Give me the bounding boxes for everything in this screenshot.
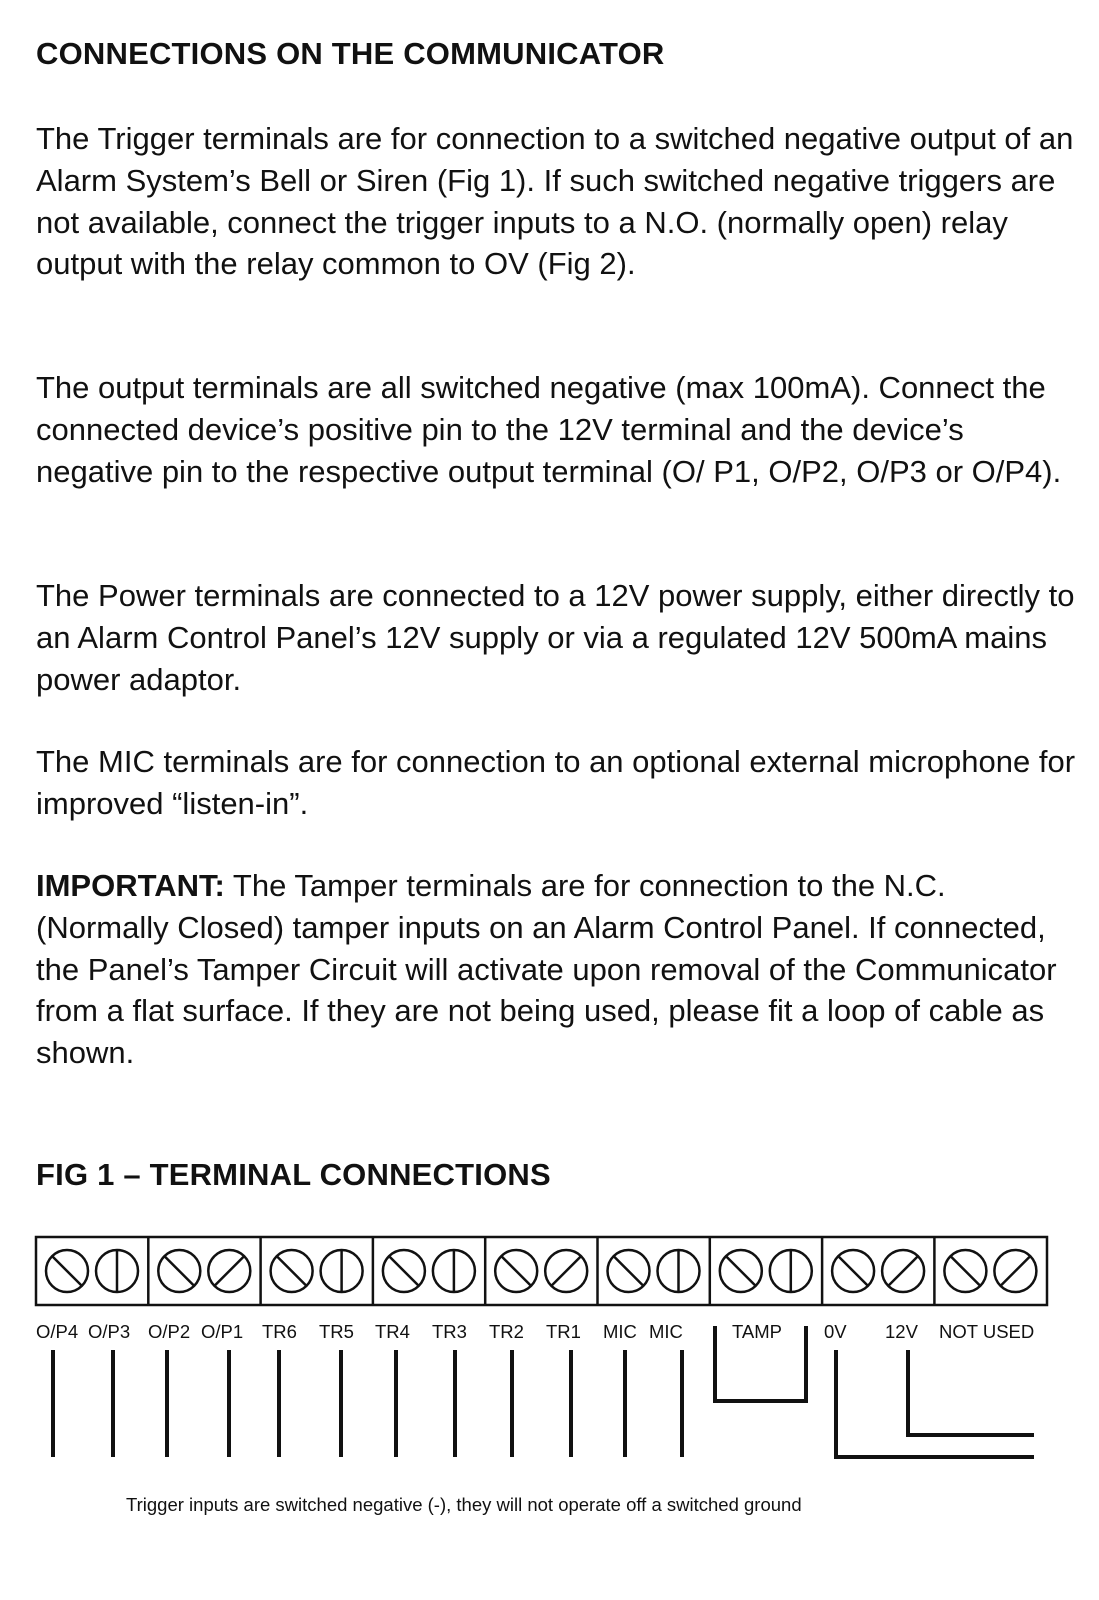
screw-terminal-icon xyxy=(495,1250,537,1292)
screw-slot xyxy=(552,1257,581,1286)
screw-slot xyxy=(165,1257,194,1286)
screw-terminal-icon xyxy=(944,1250,986,1292)
paragraph-trigger: The Trigger terminals are for connection to a switched negative output of an Alarm System’s Bell or Siren (Fig 1). If such switched negative triggers are not available, connect the trigger inputs to a N.O. (normally open) relay output with the relay common to OV (Fig 2). xyxy=(36,121,1074,282)
terminal-label: TR5 xyxy=(319,1321,354,1342)
screw-terminal-icon xyxy=(208,1250,250,1292)
screw-slot xyxy=(389,1257,418,1286)
screw-terminal-icon xyxy=(433,1250,475,1292)
terminal-label: NOT USED xyxy=(939,1321,1035,1342)
terminal-label: O/P4 xyxy=(36,1321,79,1342)
screw-terminal-icon xyxy=(770,1250,812,1292)
screw-terminal-icon xyxy=(608,1250,650,1292)
screw-slot xyxy=(215,1257,244,1286)
terminal-label: 0V xyxy=(824,1321,847,1342)
screw-terminal-icon xyxy=(271,1250,313,1292)
terminal-label: MIC xyxy=(649,1321,683,1342)
screw-terminal-icon xyxy=(158,1250,200,1292)
terminal-label: O/P2 xyxy=(148,1321,191,1342)
screw-terminal-icon xyxy=(832,1250,874,1292)
screw-terminal-icon xyxy=(994,1250,1036,1292)
screw-slot xyxy=(53,1257,82,1286)
important-label: IMPORTANT: xyxy=(36,868,225,903)
figure-note: Trigger inputs are switched negative (-), they will not operate off a switched ground xyxy=(126,1494,802,1515)
screw-slot xyxy=(839,1257,868,1286)
screw-terminal-icon xyxy=(545,1250,587,1292)
screw-slot xyxy=(1001,1257,1030,1286)
screw-terminal-icon xyxy=(882,1250,924,1292)
screw-terminal-icon xyxy=(720,1250,762,1292)
screw-slot xyxy=(614,1257,643,1286)
terminal-label: TAMP xyxy=(732,1321,783,1342)
paragraph-mic: The MIC terminals are for connection to an optional external microphone for improved “listen-in”. xyxy=(36,744,1076,821)
terminal-label: TR1 xyxy=(546,1321,581,1342)
terminal-label: TR6 xyxy=(262,1321,297,1342)
screw-slot xyxy=(277,1257,306,1286)
terminal-label: TR3 xyxy=(432,1321,467,1342)
paragraph-outputs: The output terminals are all switched negative (max 100mA). Connect the connected device’s positive pin to the 12V terminal and the device’s negative pin to the respective output terminal (O/ P1, O/P2, O/P3 or O/P4). xyxy=(36,370,1062,489)
terminal-label: 12V xyxy=(885,1321,918,1342)
screw-slot xyxy=(951,1257,980,1286)
screw-slot xyxy=(502,1257,531,1286)
wire-0v xyxy=(836,1350,1034,1457)
terminal-label: TR4 xyxy=(375,1321,410,1342)
section-title: CONNECTIONS ON THE COMMUNICATOR xyxy=(36,36,665,71)
paragraph-power: The Power terminals are connected to a 12V power supply, either directly to an Alarm Control Panel’s 12V supply or via a regulated 12V 500mA mains power adaptor. xyxy=(36,578,1075,697)
terminal-block-outline xyxy=(36,1237,1047,1305)
screw-terminal-icon xyxy=(46,1250,88,1292)
figure-title: FIG 1 – TERMINAL CONNECTIONS xyxy=(36,1157,551,1192)
terminal-label: O/P1 xyxy=(201,1321,244,1342)
screw-terminal-icon xyxy=(321,1250,363,1292)
screw-terminal-icon xyxy=(96,1250,138,1292)
terminal-label: MIC xyxy=(603,1321,637,1342)
terminal-label: O/P3 xyxy=(88,1321,131,1342)
important-text: The Tamper terminals are for connection to the N.C. (Normally Closed) tamper inputs on an Alarm Control Panel. If connected, the Panel’s Tamper Circuit will activate upon removal of the Communicator from a flat surface. If they are not being used, please fit a loop of cable as shown. xyxy=(36,868,1057,1071)
screw-terminal-icon xyxy=(658,1250,700,1292)
screw-terminal-icon xyxy=(383,1250,425,1292)
screw-slot xyxy=(889,1257,918,1286)
terminal-label: TR2 xyxy=(489,1321,524,1342)
wire-12v xyxy=(908,1350,1034,1435)
screw-slot xyxy=(726,1257,755,1286)
